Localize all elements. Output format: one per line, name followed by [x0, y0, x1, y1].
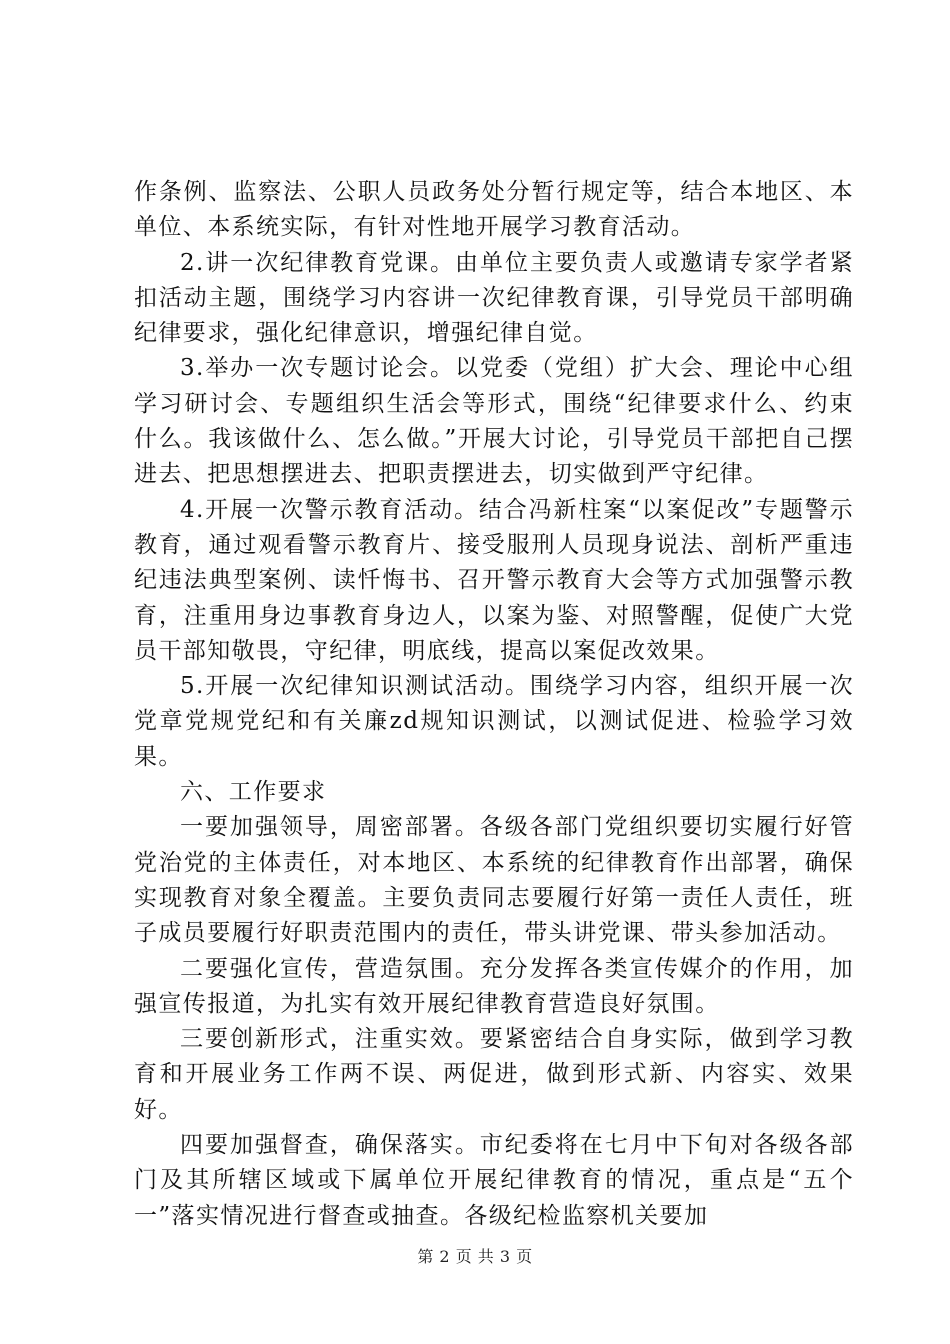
paragraph-item-3: 3.举办一次专题讨论会。以党委（党组）扩大会、理论中心组学习研讨会、专题组织生活会等形式，围绕“纪律要求什么、约束什么。我该做什么、怎么做。”开展大讨论，引导党员干部把自己摆进去、把思想摆进去、把职责摆进去，切实做到严守纪律。 — [134, 355, 854, 488]
paragraph-requirement-3: 三要创新形式，注重实效。要紧密结合自身实际，做到学习教育和开展业务工作两不误、两促进，做到形式新、内容实、效果好。 — [134, 1026, 854, 1123]
page-number-footer: 第 2 页 共 3 页 — [417, 1247, 533, 1266]
document-body — [134, 175, 854, 1234]
paragraph-item-4: 4.开展一次警示教育活动。结合冯新柱案“以案促改”专题警示教育，通过观看警示教育片、接受服刑人员现身说法、剖析严重违纪违法典型案例、读忏悔书、召开警示教育大会等方式加强警示教育，注重用身边事教育身边人，以案为鉴、对照警醒，促使广大党员干部知敬畏，守纪律，明底线，提高以案促改效果。 — [134, 496, 854, 664]
paragraph-requirement-4: 四要加强督查，确保落实。市纪委将在七月中下旬对各级各部门及其所辖区域或下属单位开展纪律教育的情况，重点是“五个一”落实情况进行督查或抽查。各级纪检监察机关要加 — [134, 1132, 854, 1229]
paragraph-item-5: 5.开展一次纪律知识测试活动。围绕学习内容，组织开展一次党章党规党纪和有关廉zd规知识测试，以测试促进、检验学习效果。 — [134, 673, 854, 770]
paragraph-item-2: 2.讲一次纪律教育党课。由单位主要负责人或邀请专家学者紧扣活动主题，围绕学习内容讲一次纪律教育课，引导党员干部明确纪律要求，强化纪律意识，增强纪律自觉。 — [134, 249, 854, 347]
paragraph-continuation: 作条例、监察法、公职人员政务处分暂行规定等，结合本地区、本单位、本系统实际，有针对性地开展学习教育活动。 — [134, 179, 854, 241]
section-heading-work-requirements: 六、工作要求 — [180, 779, 327, 806]
paragraph-requirement-1: 一要加强领导，周密部署。各级各部门党组织要切实履行好管党治党的主体责任，对本地区、本系统的纪律教育作出部署，确保实现教育对象全覆盖。主要负责同志要履行好第一责任人责任，班子成员要履行好职责范围内的责任，带头讲党课、带头参加活动。 — [134, 814, 854, 947]
paragraph-requirement-2: 二要强化宣传，营造氛围。充分发挥各类宣传媒介的作用，加强宣传报道，为扎实有效开展纪律教育营造良好氛围。 — [134, 955, 854, 1017]
